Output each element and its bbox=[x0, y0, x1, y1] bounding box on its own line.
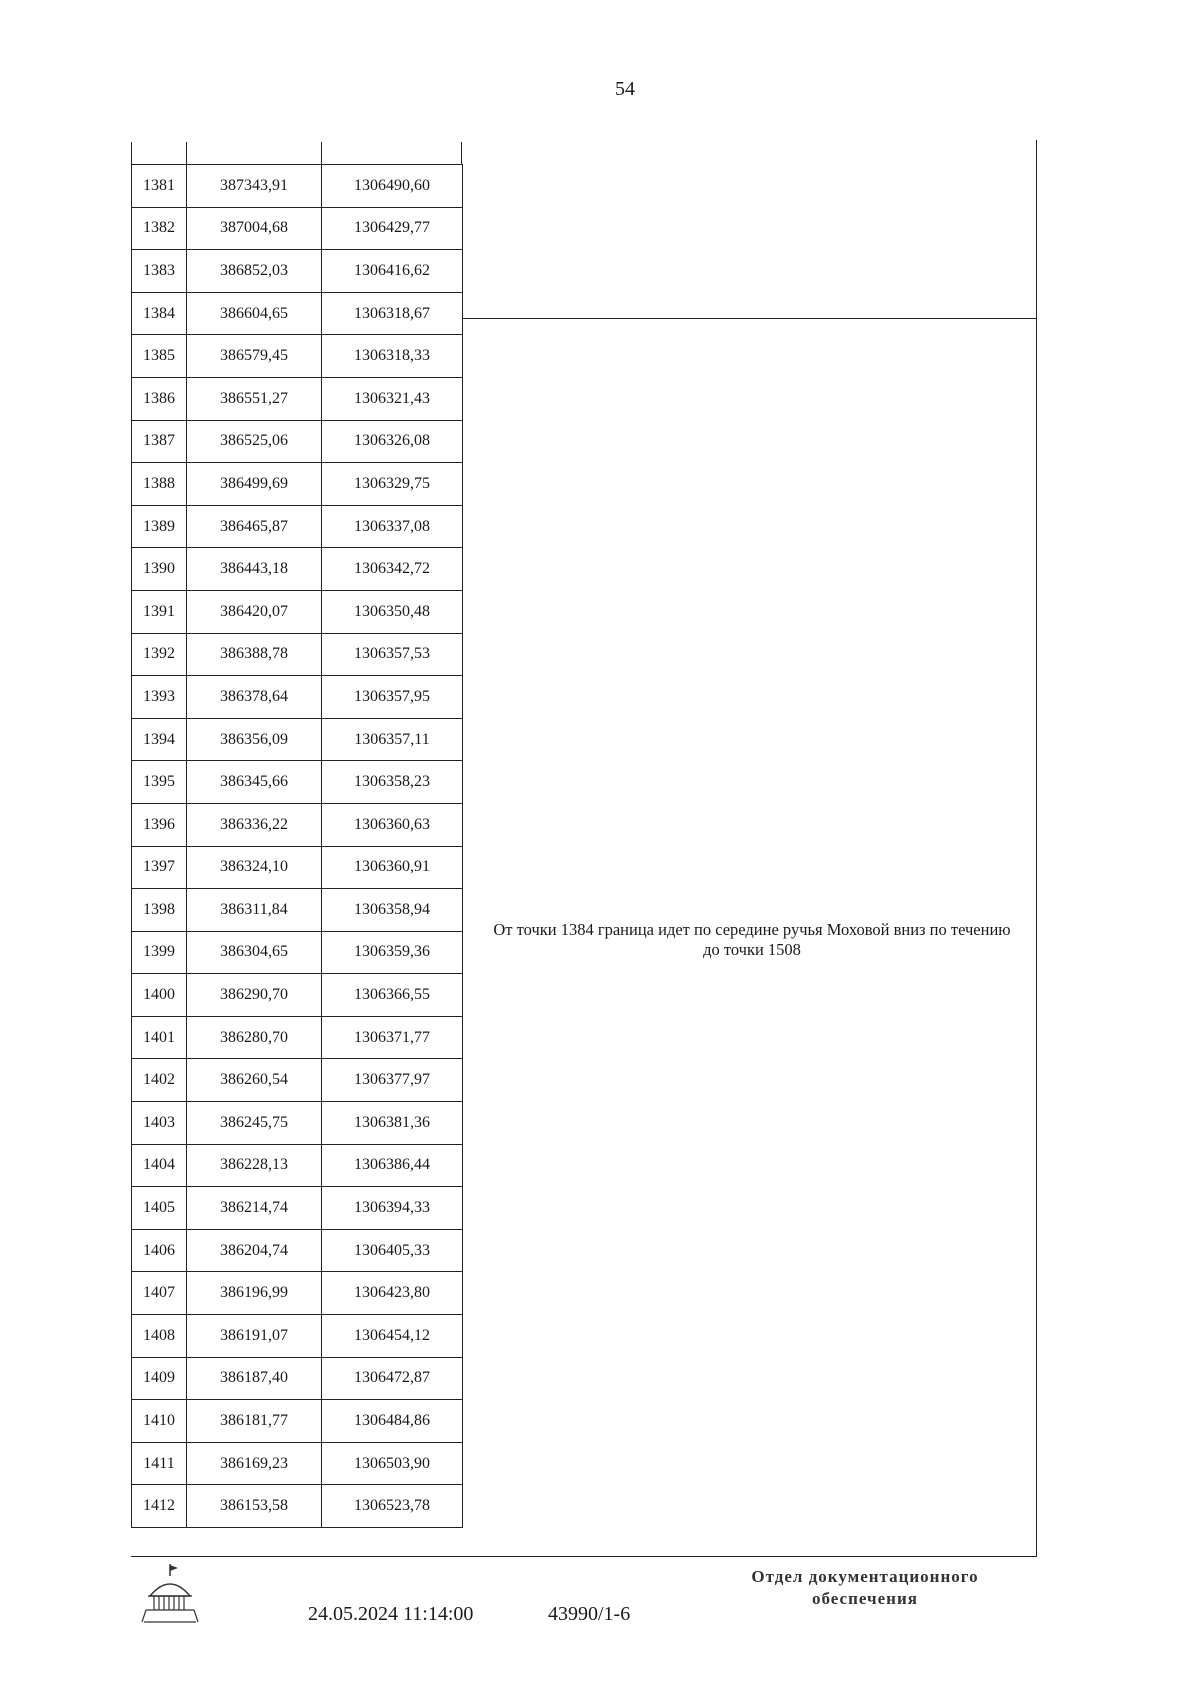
point-number-cell: 1389 bbox=[132, 505, 187, 548]
table-row bbox=[132, 505, 463, 548]
footer-datetime: 24.05.2024 11:14:00 bbox=[308, 1603, 474, 1625]
point-number-cell: 1393 bbox=[132, 676, 187, 719]
y-coordinate-cell: 1306371,77 bbox=[322, 1016, 463, 1059]
table-row bbox=[132, 1187, 463, 1230]
x-coordinate-cell: 386525,06 bbox=[187, 420, 322, 463]
table-row bbox=[132, 931, 463, 974]
point-number-cell: 1401 bbox=[132, 1016, 187, 1059]
x-coordinate-cell: 386187,40 bbox=[187, 1357, 322, 1400]
x-coordinate-cell: 386204,74 bbox=[187, 1229, 322, 1272]
table-row bbox=[132, 165, 463, 208]
y-coordinate-cell: 1306503,90 bbox=[322, 1442, 463, 1485]
point-number-cell: 1381 bbox=[132, 165, 187, 208]
table-top-stub bbox=[131, 142, 461, 164]
table-row bbox=[132, 590, 463, 633]
x-coordinate-cell: 386378,64 bbox=[187, 676, 322, 719]
point-number-cell: 1388 bbox=[132, 463, 187, 506]
table-row bbox=[132, 1144, 463, 1187]
table-row bbox=[132, 250, 463, 293]
table-row bbox=[132, 1442, 463, 1485]
x-coordinate-cell: 386196,99 bbox=[187, 1272, 322, 1315]
point-number-cell: 1404 bbox=[132, 1144, 187, 1187]
y-coordinate-cell: 1306454,12 bbox=[322, 1315, 463, 1358]
table-row bbox=[132, 420, 463, 463]
duma-logo bbox=[140, 1562, 200, 1624]
x-coordinate-cell: 386245,75 bbox=[187, 1102, 322, 1145]
point-number-cell: 1405 bbox=[132, 1187, 187, 1230]
table-row bbox=[132, 846, 463, 889]
coordinates-table bbox=[131, 164, 463, 1528]
point-number-cell: 1398 bbox=[132, 889, 187, 932]
table-row bbox=[132, 803, 463, 846]
x-coordinate-cell: 386420,07 bbox=[187, 590, 322, 633]
point-number-cell: 1396 bbox=[132, 803, 187, 846]
point-number-cell: 1410 bbox=[132, 1400, 187, 1443]
description-column bbox=[462, 140, 1037, 1557]
x-coordinate-cell: 387343,91 bbox=[187, 165, 322, 208]
y-coordinate-cell: 1306329,75 bbox=[322, 463, 463, 506]
point-number-cell: 1412 bbox=[132, 1485, 187, 1528]
x-coordinate-cell: 386551,27 bbox=[187, 377, 322, 420]
table-row bbox=[132, 718, 463, 761]
x-coordinate-cell: 386214,74 bbox=[187, 1187, 322, 1230]
x-coordinate-cell: 386324,10 bbox=[187, 846, 322, 889]
point-number-cell: 1411 bbox=[132, 1442, 187, 1485]
point-number-cell: 1399 bbox=[132, 931, 187, 974]
x-coordinate-cell: 386228,13 bbox=[187, 1144, 322, 1187]
x-coordinate-cell: 386280,70 bbox=[187, 1016, 322, 1059]
y-coordinate-cell: 1306429,77 bbox=[322, 207, 463, 250]
point-number-cell: 1400 bbox=[132, 974, 187, 1017]
table-row bbox=[132, 889, 463, 932]
table-row bbox=[132, 676, 463, 719]
x-coordinate-cell: 386499,69 bbox=[187, 463, 322, 506]
point-number-cell: 1390 bbox=[132, 548, 187, 591]
x-coordinate-cell: 386443,18 bbox=[187, 548, 322, 591]
x-coordinate-cell: 386604,65 bbox=[187, 292, 322, 335]
point-number-cell: 1395 bbox=[132, 761, 187, 804]
table-row bbox=[132, 1315, 463, 1358]
table-row bbox=[132, 377, 463, 420]
x-coordinate-cell: 386356,09 bbox=[187, 718, 322, 761]
x-coordinate-cell: 386304,65 bbox=[187, 931, 322, 974]
point-number-cell: 1385 bbox=[132, 335, 187, 378]
footer-reg-number: 43990/1-6 bbox=[548, 1603, 631, 1625]
table-row bbox=[132, 1400, 463, 1443]
point-number-cell: 1394 bbox=[132, 718, 187, 761]
table-row bbox=[132, 633, 463, 676]
point-number-cell: 1383 bbox=[132, 250, 187, 293]
point-number-cell: 1408 bbox=[132, 1315, 187, 1358]
y-coordinate-cell: 1306357,53 bbox=[322, 633, 463, 676]
y-coordinate-cell: 1306342,72 bbox=[322, 548, 463, 591]
x-coordinate-cell: 386852,03 bbox=[187, 250, 322, 293]
table-row bbox=[132, 335, 463, 378]
y-coordinate-cell: 1306357,11 bbox=[322, 718, 463, 761]
y-coordinate-cell: 1306381,36 bbox=[322, 1102, 463, 1145]
y-coordinate-cell: 1306416,62 bbox=[322, 250, 463, 293]
y-coordinate-cell: 1306472,87 bbox=[322, 1357, 463, 1400]
y-coordinate-cell: 1306394,33 bbox=[322, 1187, 463, 1230]
y-coordinate-cell: 1306377,97 bbox=[322, 1059, 463, 1102]
table-row bbox=[132, 974, 463, 1017]
point-number-cell: 1397 bbox=[132, 846, 187, 889]
point-number-cell: 1391 bbox=[132, 590, 187, 633]
y-coordinate-cell: 1306358,94 bbox=[322, 889, 463, 932]
table-row bbox=[132, 1272, 463, 1315]
x-coordinate-cell: 386345,66 bbox=[187, 761, 322, 804]
table-row bbox=[132, 463, 463, 506]
footer-department bbox=[700, 1566, 1030, 1610]
y-coordinate-cell: 1306490,60 bbox=[322, 165, 463, 208]
y-coordinate-cell: 1306350,48 bbox=[322, 590, 463, 633]
y-coordinate-cell: 1306405,33 bbox=[322, 1229, 463, 1272]
point-number-cell: 1392 bbox=[132, 633, 187, 676]
y-coordinate-cell: 1306360,63 bbox=[322, 803, 463, 846]
x-coordinate-cell: 386465,87 bbox=[187, 505, 322, 548]
table-row bbox=[132, 548, 463, 591]
y-coordinate-cell: 1306326,08 bbox=[322, 420, 463, 463]
x-coordinate-cell: 386311,84 bbox=[187, 889, 322, 932]
x-coordinate-cell: 386191,07 bbox=[187, 1315, 322, 1358]
y-coordinate-cell: 1306357,95 bbox=[322, 676, 463, 719]
table-row bbox=[132, 1016, 463, 1059]
table-row bbox=[132, 761, 463, 804]
x-coordinate-cell: 386181,77 bbox=[187, 1400, 322, 1443]
description-divider bbox=[462, 318, 1036, 319]
y-coordinate-cell: 1306523,78 bbox=[322, 1485, 463, 1528]
point-number-cell: 1387 bbox=[132, 420, 187, 463]
y-coordinate-cell: 1306321,43 bbox=[322, 377, 463, 420]
x-coordinate-cell: 386153,58 bbox=[187, 1485, 322, 1528]
x-coordinate-cell: 386260,54 bbox=[187, 1059, 322, 1102]
y-coordinate-cell: 1306359,36 bbox=[322, 931, 463, 974]
x-coordinate-cell: 386290,70 bbox=[187, 974, 322, 1017]
x-coordinate-cell: 386169,23 bbox=[187, 1442, 322, 1485]
page-number: 54 bbox=[615, 78, 635, 100]
x-coordinate-cell: 386388,78 bbox=[187, 633, 322, 676]
boundary-description: От точки 1384 граница идет по середине ручья Моховой вниз по течению до точки 1508 bbox=[493, 920, 1011, 959]
x-coordinate-cell: 386336,22 bbox=[187, 803, 322, 846]
y-coordinate-cell: 1306360,91 bbox=[322, 846, 463, 889]
point-number-cell: 1402 bbox=[132, 1059, 187, 1102]
y-coordinate-cell: 1306386,44 bbox=[322, 1144, 463, 1187]
y-coordinate-cell: 1306318,67 bbox=[322, 292, 463, 335]
y-coordinate-cell: 1306337,08 bbox=[322, 505, 463, 548]
y-coordinate-cell: 1306318,33 bbox=[322, 335, 463, 378]
table-row bbox=[132, 1229, 463, 1272]
point-number-cell: 1386 bbox=[132, 377, 187, 420]
y-coordinate-cell: 1306484,86 bbox=[322, 1400, 463, 1443]
table-row bbox=[132, 1485, 463, 1528]
table-row bbox=[132, 292, 463, 335]
table-bottom-border bbox=[131, 1556, 1036, 1557]
table-row bbox=[132, 1059, 463, 1102]
point-number-cell: 1403 bbox=[132, 1102, 187, 1145]
table-row bbox=[132, 207, 463, 250]
y-coordinate-cell: 1306358,23 bbox=[322, 761, 463, 804]
x-coordinate-cell: 386579,45 bbox=[187, 335, 322, 378]
y-coordinate-cell: 1306366,55 bbox=[322, 974, 463, 1017]
x-coordinate-cell: 387004,68 bbox=[187, 207, 322, 250]
point-number-cell: 1384 bbox=[132, 292, 187, 335]
table-row bbox=[132, 1357, 463, 1400]
point-number-cell: 1406 bbox=[132, 1229, 187, 1272]
y-coordinate-cell: 1306423,80 bbox=[322, 1272, 463, 1315]
point-number-cell: 1382 bbox=[132, 207, 187, 250]
point-number-cell: 1409 bbox=[132, 1357, 187, 1400]
department-line-1: Отдел документационного bbox=[751, 1567, 979, 1586]
point-number-cell: 1407 bbox=[132, 1272, 187, 1315]
department-line-2: обеспечения bbox=[812, 1589, 918, 1608]
table-row bbox=[132, 1102, 463, 1145]
